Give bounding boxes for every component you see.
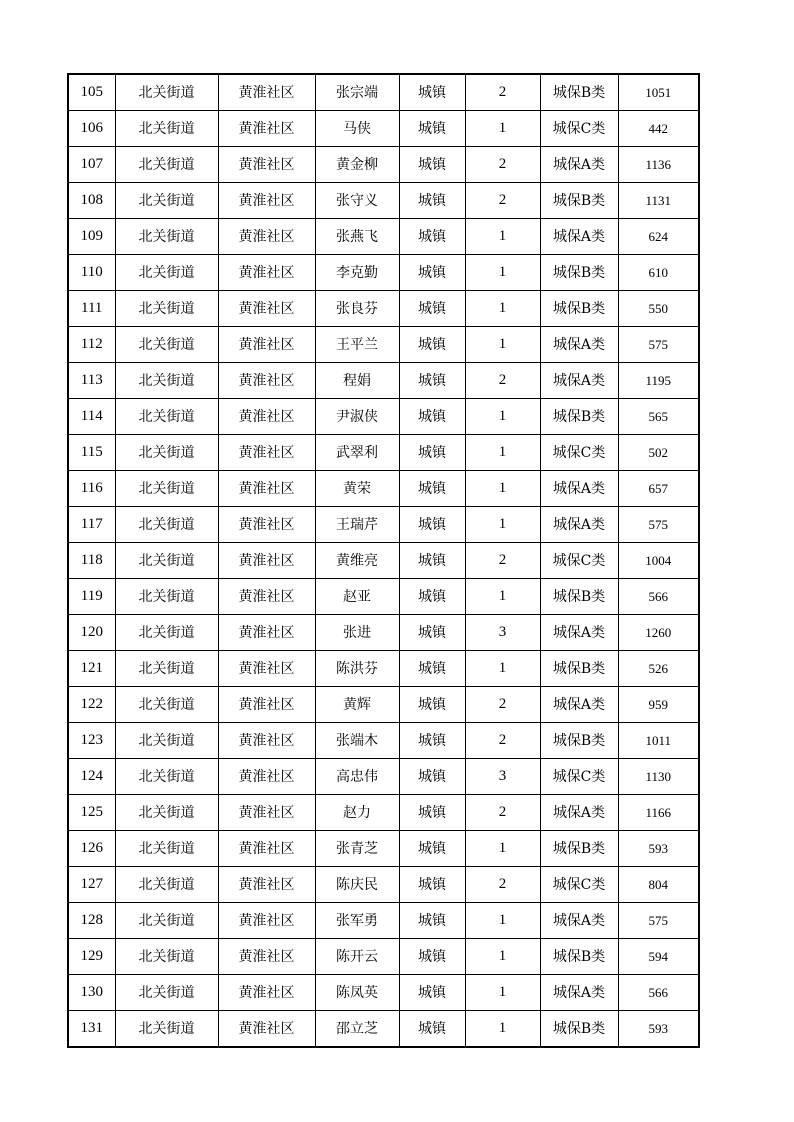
amount-cell: 442 [618, 111, 699, 147]
street-cell: 北关街道 [115, 651, 218, 687]
category-cell: 城保C类 [540, 543, 618, 579]
name-cell: 陈庆民 [315, 867, 399, 903]
amount-cell: 804 [618, 867, 699, 903]
community-cell: 黄淮社区 [218, 291, 315, 327]
category-cell: 城保A类 [540, 615, 618, 651]
amount-cell: 1131 [618, 183, 699, 219]
amount-cell: 565 [618, 399, 699, 435]
community-cell: 黄淮社区 [218, 471, 315, 507]
household-type-cell: 城镇 [399, 903, 465, 939]
row-number-cell: 109 [68, 219, 115, 255]
community-cell: 黄淮社区 [218, 219, 315, 255]
member-count-cell: 1 [465, 399, 540, 435]
row-number-cell: 117 [68, 507, 115, 543]
member-count-cell: 2 [465, 795, 540, 831]
name-cell: 张守义 [315, 183, 399, 219]
street-cell: 北关街道 [115, 399, 218, 435]
amount-cell: 1130 [618, 759, 699, 795]
table-row [68, 111, 699, 147]
member-count-cell: 2 [465, 147, 540, 183]
household-type-cell: 城镇 [399, 147, 465, 183]
community-cell: 黄淮社区 [218, 867, 315, 903]
category-cell: 城保A类 [540, 327, 618, 363]
category-cell: 城保C类 [540, 759, 618, 795]
table-row [68, 219, 699, 255]
category-cell: 城保A类 [540, 147, 618, 183]
table-row [68, 1011, 699, 1048]
category-cell: 城保A类 [540, 903, 618, 939]
amount-cell: 550 [618, 291, 699, 327]
name-cell: 李克勤 [315, 255, 399, 291]
category-cell: 城保B类 [540, 183, 618, 219]
community-cell: 黄淮社区 [218, 363, 315, 399]
row-number-cell: 127 [68, 867, 115, 903]
member-count-cell: 1 [465, 903, 540, 939]
community-cell: 黄淮社区 [218, 759, 315, 795]
category-cell: 城保A类 [540, 471, 618, 507]
member-count-cell: 1 [465, 579, 540, 615]
table-row [68, 903, 699, 939]
category-cell: 城保C类 [540, 867, 618, 903]
street-cell: 北关街道 [115, 111, 218, 147]
amount-cell: 566 [618, 579, 699, 615]
row-number-cell: 121 [68, 651, 115, 687]
name-cell: 张进 [315, 615, 399, 651]
table-row [68, 183, 699, 219]
row-number-cell: 108 [68, 183, 115, 219]
amount-cell: 594 [618, 939, 699, 975]
community-cell: 黄淮社区 [218, 1011, 315, 1048]
name-cell: 王平兰 [315, 327, 399, 363]
street-cell: 北关街道 [115, 1011, 218, 1048]
row-number-cell: 130 [68, 975, 115, 1011]
category-cell: 城保B类 [540, 1011, 618, 1048]
household-type-cell: 城镇 [399, 74, 465, 111]
table-row [68, 723, 699, 759]
amount-cell: 502 [618, 435, 699, 471]
street-cell: 北关街道 [115, 903, 218, 939]
household-type-cell: 城镇 [399, 471, 465, 507]
category-cell: 城保B类 [540, 291, 618, 327]
household-type-cell: 城镇 [399, 183, 465, 219]
member-count-cell: 1 [465, 219, 540, 255]
member-count-cell: 1 [465, 327, 540, 363]
member-count-cell: 1 [465, 831, 540, 867]
household-type-cell: 城镇 [399, 939, 465, 975]
table-row [68, 579, 699, 615]
household-type-cell: 城镇 [399, 651, 465, 687]
row-number-cell: 129 [68, 939, 115, 975]
table-row [68, 795, 699, 831]
community-cell: 黄淮社区 [218, 795, 315, 831]
name-cell: 陈开云 [315, 939, 399, 975]
name-cell: 陈洪芬 [315, 651, 399, 687]
amount-cell: 1136 [618, 147, 699, 183]
community-cell: 黄淮社区 [218, 687, 315, 723]
row-number-cell: 128 [68, 903, 115, 939]
household-type-cell: 城镇 [399, 759, 465, 795]
table-row [68, 687, 699, 723]
amount-cell: 1051 [618, 74, 699, 111]
category-cell: 城保B类 [540, 579, 618, 615]
street-cell: 北关街道 [115, 291, 218, 327]
table-row [68, 543, 699, 579]
name-cell: 赵亚 [315, 579, 399, 615]
community-cell: 黄淮社区 [218, 74, 315, 111]
table-row [68, 327, 699, 363]
street-cell: 北关街道 [115, 471, 218, 507]
category-cell: 城保B类 [540, 74, 618, 111]
name-cell: 张宗端 [315, 74, 399, 111]
table-row [68, 291, 699, 327]
community-cell: 黄淮社区 [218, 579, 315, 615]
name-cell: 张燕飞 [315, 219, 399, 255]
table-row [68, 399, 699, 435]
community-cell: 黄淮社区 [218, 831, 315, 867]
member-count-cell: 2 [465, 363, 540, 399]
row-number-cell: 105 [68, 74, 115, 111]
data-table [67, 73, 700, 1048]
member-count-cell: 1 [465, 939, 540, 975]
category-cell: 城保A类 [540, 219, 618, 255]
community-cell: 黄淮社区 [218, 435, 315, 471]
community-cell: 黄淮社区 [218, 975, 315, 1011]
row-number-cell: 124 [68, 759, 115, 795]
amount-cell: 610 [618, 255, 699, 291]
member-count-cell: 1 [465, 435, 540, 471]
name-cell: 高忠伟 [315, 759, 399, 795]
amount-cell: 1195 [618, 363, 699, 399]
row-number-cell: 131 [68, 1011, 115, 1048]
category-cell: 城保B类 [540, 723, 618, 759]
table-row [68, 74, 699, 111]
community-cell: 黄淮社区 [218, 255, 315, 291]
name-cell: 张良芬 [315, 291, 399, 327]
table-row [68, 363, 699, 399]
name-cell: 黄维亮 [315, 543, 399, 579]
street-cell: 北关街道 [115, 219, 218, 255]
amount-cell: 575 [618, 327, 699, 363]
name-cell: 黄金柳 [315, 147, 399, 183]
street-cell: 北关街道 [115, 723, 218, 759]
member-count-cell: 2 [465, 74, 540, 111]
member-count-cell: 1 [465, 471, 540, 507]
name-cell: 武翠利 [315, 435, 399, 471]
member-count-cell: 1 [465, 291, 540, 327]
table-row [68, 471, 699, 507]
table-row [68, 939, 699, 975]
table-row [68, 651, 699, 687]
member-count-cell: 2 [465, 723, 540, 759]
name-cell: 邵立芝 [315, 1011, 399, 1048]
street-cell: 北关街道 [115, 363, 218, 399]
member-count-cell: 3 [465, 615, 540, 651]
street-cell: 北关街道 [115, 939, 218, 975]
household-type-cell: 城镇 [399, 291, 465, 327]
household-type-cell: 城镇 [399, 327, 465, 363]
street-cell: 北关街道 [115, 867, 218, 903]
street-cell: 北关街道 [115, 975, 218, 1011]
community-cell: 黄淮社区 [218, 903, 315, 939]
street-cell: 北关街道 [115, 579, 218, 615]
amount-cell: 526 [618, 651, 699, 687]
street-cell: 北关街道 [115, 687, 218, 723]
row-number-cell: 120 [68, 615, 115, 651]
amount-cell: 657 [618, 471, 699, 507]
street-cell: 北关街道 [115, 183, 218, 219]
household-type-cell: 城镇 [399, 687, 465, 723]
street-cell: 北关街道 [115, 147, 218, 183]
row-number-cell: 106 [68, 111, 115, 147]
category-cell: 城保A类 [540, 975, 618, 1011]
row-number-cell: 123 [68, 723, 115, 759]
household-type-cell: 城镇 [399, 1011, 465, 1048]
table-row [68, 831, 699, 867]
row-number-cell: 115 [68, 435, 115, 471]
amount-cell: 593 [618, 1011, 699, 1048]
community-cell: 黄淮社区 [218, 723, 315, 759]
community-cell: 黄淮社区 [218, 543, 315, 579]
community-cell: 黄淮社区 [218, 507, 315, 543]
category-cell: 城保C类 [540, 111, 618, 147]
household-type-cell: 城镇 [399, 435, 465, 471]
member-count-cell: 2 [465, 687, 540, 723]
community-cell: 黄淮社区 [218, 615, 315, 651]
name-cell: 张青芝 [315, 831, 399, 867]
row-number-cell: 119 [68, 579, 115, 615]
name-cell: 程娟 [315, 363, 399, 399]
row-number-cell: 116 [68, 471, 115, 507]
amount-cell: 624 [618, 219, 699, 255]
household-type-cell: 城镇 [399, 795, 465, 831]
street-cell: 北关街道 [115, 543, 218, 579]
street-cell: 北关街道 [115, 255, 218, 291]
member-count-cell: 1 [465, 507, 540, 543]
member-count-cell: 1 [465, 255, 540, 291]
category-cell: 城保A类 [540, 507, 618, 543]
table-body [68, 74, 699, 1047]
row-number-cell: 112 [68, 327, 115, 363]
household-type-cell: 城镇 [399, 363, 465, 399]
row-number-cell: 107 [68, 147, 115, 183]
household-type-cell: 城镇 [399, 723, 465, 759]
amount-cell: 1004 [618, 543, 699, 579]
member-count-cell: 1 [465, 651, 540, 687]
amount-cell: 575 [618, 903, 699, 939]
row-number-cell: 125 [68, 795, 115, 831]
street-cell: 北关街道 [115, 435, 218, 471]
name-cell: 黄荣 [315, 471, 399, 507]
member-count-cell: 2 [465, 867, 540, 903]
category-cell: 城保B类 [540, 651, 618, 687]
amount-cell: 1260 [618, 615, 699, 651]
household-type-cell: 城镇 [399, 831, 465, 867]
row-number-cell: 114 [68, 399, 115, 435]
amount-cell: 1166 [618, 795, 699, 831]
member-count-cell: 1 [465, 111, 540, 147]
street-cell: 北关街道 [115, 74, 218, 111]
table-row [68, 435, 699, 471]
category-cell: 城保B类 [540, 399, 618, 435]
household-type-cell: 城镇 [399, 867, 465, 903]
row-number-cell: 126 [68, 831, 115, 867]
street-cell: 北关街道 [115, 795, 218, 831]
household-type-cell: 城镇 [399, 579, 465, 615]
category-cell: 城保B类 [540, 255, 618, 291]
member-count-cell: 3 [465, 759, 540, 795]
member-count-cell: 2 [465, 543, 540, 579]
street-cell: 北关街道 [115, 507, 218, 543]
community-cell: 黄淮社区 [218, 111, 315, 147]
name-cell: 尹淑侠 [315, 399, 399, 435]
name-cell: 张端木 [315, 723, 399, 759]
community-cell: 黄淮社区 [218, 399, 315, 435]
household-type-cell: 城镇 [399, 399, 465, 435]
household-type-cell: 城镇 [399, 615, 465, 651]
community-cell: 黄淮社区 [218, 939, 315, 975]
table-row [68, 615, 699, 651]
row-number-cell: 110 [68, 255, 115, 291]
street-cell: 北关街道 [115, 831, 218, 867]
member-count-cell: 1 [465, 1011, 540, 1048]
street-cell: 北关街道 [115, 327, 218, 363]
name-cell: 张军勇 [315, 903, 399, 939]
name-cell: 赵力 [315, 795, 399, 831]
community-cell: 黄淮社区 [218, 183, 315, 219]
category-cell: 城保B类 [540, 831, 618, 867]
table-row [68, 975, 699, 1011]
household-type-cell: 城镇 [399, 543, 465, 579]
table-row [68, 867, 699, 903]
community-cell: 黄淮社区 [218, 147, 315, 183]
household-type-cell: 城镇 [399, 219, 465, 255]
community-cell: 黄淮社区 [218, 327, 315, 363]
household-type-cell: 城镇 [399, 507, 465, 543]
row-number-cell: 113 [68, 363, 115, 399]
category-cell: 城保A类 [540, 687, 618, 723]
household-type-cell: 城镇 [399, 975, 465, 1011]
row-number-cell: 118 [68, 543, 115, 579]
category-cell: 城保A类 [540, 363, 618, 399]
name-cell: 马侠 [315, 111, 399, 147]
category-cell: 城保A类 [540, 795, 618, 831]
member-count-cell: 1 [465, 975, 540, 1011]
amount-cell: 593 [618, 831, 699, 867]
amount-cell: 1011 [618, 723, 699, 759]
row-number-cell: 111 [68, 291, 115, 327]
household-type-cell: 城镇 [399, 111, 465, 147]
name-cell: 陈凤英 [315, 975, 399, 1011]
amount-cell: 566 [618, 975, 699, 1011]
member-count-cell: 2 [465, 183, 540, 219]
table-row [68, 147, 699, 183]
street-cell: 北关街道 [115, 615, 218, 651]
table-row [68, 507, 699, 543]
name-cell: 王瑞芹 [315, 507, 399, 543]
name-cell: 黄辉 [315, 687, 399, 723]
household-type-cell: 城镇 [399, 255, 465, 291]
amount-cell: 575 [618, 507, 699, 543]
table-row [68, 255, 699, 291]
row-number-cell: 122 [68, 687, 115, 723]
table-row [68, 759, 699, 795]
category-cell: 城保C类 [540, 435, 618, 471]
community-cell: 黄淮社区 [218, 651, 315, 687]
amount-cell: 959 [618, 687, 699, 723]
street-cell: 北关街道 [115, 759, 218, 795]
category-cell: 城保B类 [540, 939, 618, 975]
